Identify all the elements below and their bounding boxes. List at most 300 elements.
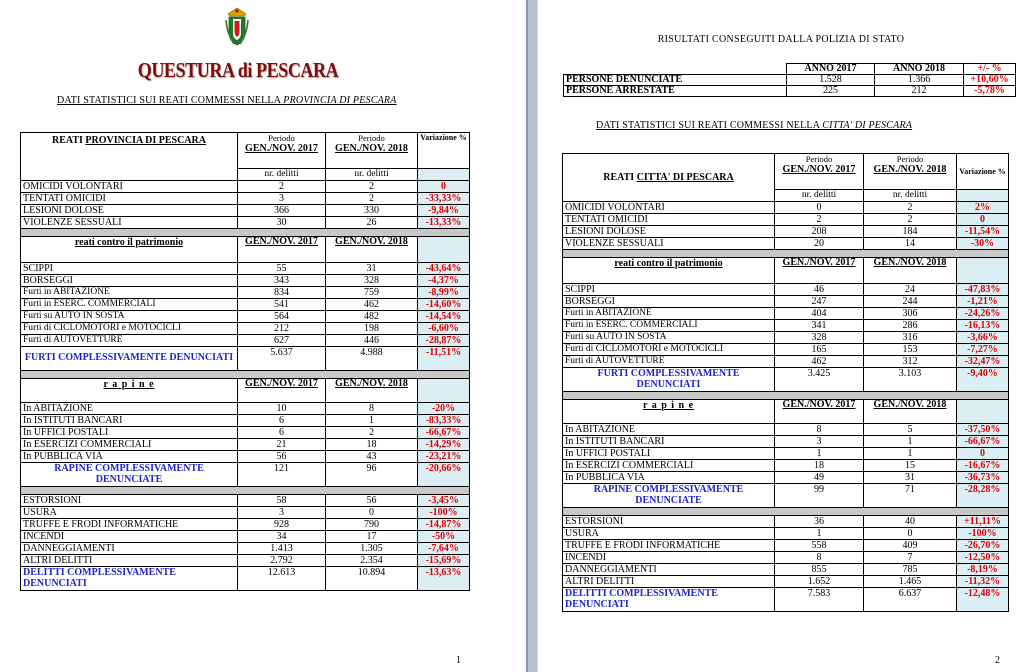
variation-value: -1,21% bbox=[957, 296, 1009, 308]
unit-label: nr. delitti bbox=[775, 190, 864, 202]
row-label: DANNEGGIAMENTI bbox=[563, 564, 775, 576]
variation-value: 0 bbox=[957, 214, 1009, 226]
value-2018: 198 bbox=[326, 323, 418, 335]
unit-label: nr. delitti bbox=[864, 190, 957, 202]
value-2018: 153 bbox=[864, 344, 957, 356]
value-2017: 0 bbox=[775, 202, 864, 214]
table-row bbox=[563, 552, 1009, 564]
variation-value: -8,99% bbox=[418, 287, 470, 299]
value-2017: 558 bbox=[775, 540, 864, 552]
value-2018: 1 bbox=[864, 448, 957, 460]
value-2017: 541 bbox=[238, 299, 326, 311]
value-2017: 20 bbox=[775, 238, 864, 250]
value-2017: 58 bbox=[238, 495, 326, 507]
value-2017: 1 bbox=[775, 528, 864, 540]
variation-value: -12,50% bbox=[957, 552, 1009, 564]
total-2018: 10.894 bbox=[326, 567, 418, 591]
table-row bbox=[563, 528, 1009, 540]
value-2018: 2 bbox=[326, 193, 418, 205]
variation-value: -32,47% bbox=[957, 356, 1009, 368]
value-2017: 6 bbox=[238, 415, 326, 427]
total-2017: 5.637 bbox=[238, 347, 326, 371]
variation-value: +11,11% bbox=[957, 516, 1009, 528]
row-label: ALTRI DELITTI bbox=[563, 576, 775, 588]
value-2018: 1.305 bbox=[326, 543, 418, 555]
value-2018: 790 bbox=[326, 519, 418, 531]
variation-value: -11,54% bbox=[957, 226, 1009, 238]
row-label: SCIPPI bbox=[563, 284, 775, 296]
variation-value: -43,64% bbox=[418, 263, 470, 275]
table-row bbox=[564, 75, 1016, 86]
value-2018: 15 bbox=[864, 460, 957, 472]
value-2017: 1.652 bbox=[775, 576, 864, 588]
table-row bbox=[21, 311, 470, 323]
page-title: QUESTURA di PESCARA bbox=[137, 58, 339, 82]
table-row bbox=[563, 448, 1009, 460]
table-row bbox=[21, 217, 470, 229]
value-2018: 2 bbox=[864, 202, 957, 214]
table-row bbox=[563, 344, 1009, 356]
value-2018: 26 bbox=[326, 217, 418, 229]
row-label: VIOLENZE SESSUALI bbox=[563, 238, 775, 250]
value-2017: 462 bbox=[775, 356, 864, 368]
results-title: RISULTATI CONSEGUITI DALLA POLIZIA DI STATO bbox=[657, 34, 905, 45]
variation-value: -9,84% bbox=[418, 205, 470, 217]
variation-value: -30% bbox=[957, 238, 1009, 250]
table-row bbox=[21, 323, 470, 335]
table-header-reati: REATI CITTA' DI PESCARA bbox=[563, 154, 775, 202]
page-divider bbox=[526, 0, 538, 672]
row-label: BORSEGGI bbox=[21, 275, 238, 287]
table-row bbox=[21, 507, 470, 519]
column-header-2017: GEN./NOV. 2017 bbox=[238, 237, 326, 263]
column-header-2017: GEN./NOV. 2017 bbox=[238, 379, 326, 403]
value-2018: 2 bbox=[326, 427, 418, 439]
summary-col-2017: ANNO 2017 bbox=[787, 64, 875, 75]
table-row bbox=[21, 263, 470, 275]
value-2018: 7 bbox=[864, 552, 957, 564]
variation-cell bbox=[418, 169, 470, 181]
total-variation: -13,63% bbox=[418, 567, 470, 591]
variation-value: -3,45% bbox=[418, 495, 470, 507]
variation-value: -14,29% bbox=[418, 439, 470, 451]
table-row bbox=[563, 424, 1009, 436]
section-title-patrimonio: reati contro il patrimonio bbox=[563, 258, 775, 284]
row-label: TRUFFE E FRODI INFORMATICHE bbox=[21, 519, 238, 531]
variation-cell bbox=[418, 237, 470, 263]
table-row bbox=[21, 555, 470, 567]
unit-label: nr. delitti bbox=[326, 169, 418, 181]
value-2017: 8 bbox=[775, 552, 864, 564]
value-2017: 855 bbox=[775, 564, 864, 576]
variation-value: +10,60% bbox=[964, 75, 1016, 86]
row-label: Furti di AUTOVETTURE bbox=[21, 335, 238, 347]
row-label: In UFFICI POSTALI bbox=[21, 427, 238, 439]
value-2017: 55 bbox=[238, 263, 326, 275]
variation-value: 2% bbox=[957, 202, 1009, 214]
value-2018: 31 bbox=[864, 472, 957, 484]
value-2017: 36 bbox=[775, 516, 864, 528]
table-row bbox=[563, 284, 1009, 296]
variation-cell bbox=[957, 400, 1009, 424]
value-2017: 21 bbox=[238, 439, 326, 451]
table-row bbox=[21, 543, 470, 555]
value-2018: 409 bbox=[864, 540, 957, 552]
row-label: In ESERCIZI COMMERCIALI bbox=[21, 439, 238, 451]
variation-header: Variazione % bbox=[418, 133, 470, 169]
value-2017: 343 bbox=[238, 275, 326, 287]
value-2018: 212 bbox=[875, 86, 964, 97]
total-row bbox=[21, 347, 470, 371]
row-label: TENTATI OMICIDI bbox=[21, 193, 238, 205]
total-label: DELITTI COMPLESSIVAMENTE DENUNCIATI bbox=[21, 567, 238, 591]
value-2017: 3 bbox=[775, 436, 864, 448]
page-number: 1 bbox=[456, 655, 461, 666]
table-row bbox=[21, 427, 470, 439]
variation-value: -47,83% bbox=[957, 284, 1009, 296]
variation-value: -36,73% bbox=[957, 472, 1009, 484]
table-row bbox=[21, 335, 470, 347]
value-2018: 286 bbox=[864, 320, 957, 332]
value-2018: 306 bbox=[864, 308, 957, 320]
document-page-2 bbox=[538, 0, 1024, 672]
table-row bbox=[563, 202, 1009, 214]
value-2018: 330 bbox=[326, 205, 418, 217]
table-row bbox=[563, 460, 1009, 472]
variation-value: -33,33% bbox=[418, 193, 470, 205]
value-2017: 3 bbox=[238, 193, 326, 205]
table-row bbox=[563, 436, 1009, 448]
value-2018: 1.465 bbox=[864, 576, 957, 588]
table-row bbox=[563, 540, 1009, 552]
total-2018: 4.988 bbox=[326, 347, 418, 371]
row-label: In ABITAZIONE bbox=[21, 403, 238, 415]
row-label: PERSONE DENUNCIATE bbox=[564, 75, 787, 86]
police-crest-icon bbox=[224, 6, 250, 48]
table-row bbox=[21, 495, 470, 507]
variation-cell bbox=[418, 379, 470, 403]
total-2018: 3.103 bbox=[864, 368, 957, 392]
total-row bbox=[21, 567, 470, 591]
row-label: LESIONI DOLOSE bbox=[563, 226, 775, 238]
variation-value: -66,67% bbox=[957, 436, 1009, 448]
row-label: OMICIDI VOLONTARI bbox=[563, 202, 775, 214]
table-row bbox=[21, 519, 470, 531]
value-2017: 56 bbox=[238, 451, 326, 463]
value-2018: 316 bbox=[864, 332, 957, 344]
table-row bbox=[563, 332, 1009, 344]
value-2018: 56 bbox=[326, 495, 418, 507]
table-row bbox=[563, 308, 1009, 320]
table-row bbox=[563, 226, 1009, 238]
row-label: In ISTITUTI BANCARI bbox=[563, 436, 775, 448]
total-variation: -20,66% bbox=[418, 463, 470, 487]
value-2017: 8 bbox=[775, 424, 864, 436]
page-number: 2 bbox=[995, 655, 1000, 666]
variation-value: -8,19% bbox=[957, 564, 1009, 576]
row-label: BORSEGGI bbox=[563, 296, 775, 308]
total-label: FURTI COMPLESSIVAMENTE DENUNCIATI bbox=[563, 368, 775, 392]
table-row bbox=[21, 205, 470, 217]
value-2017: 3 bbox=[238, 507, 326, 519]
section-title-rapine: r a p i n e bbox=[563, 400, 775, 424]
table-row bbox=[563, 320, 1009, 332]
value-2017: 2.792 bbox=[238, 555, 326, 567]
column-header-2017: GEN./NOV. 2017 bbox=[775, 400, 864, 424]
variation-value: -66,67% bbox=[418, 427, 470, 439]
total-row bbox=[563, 368, 1009, 392]
row-label: TRUFFE E FRODI INFORMATICHE bbox=[563, 540, 775, 552]
value-2018: 43 bbox=[326, 451, 418, 463]
variation-value: -24,26% bbox=[957, 308, 1009, 320]
variation-cell bbox=[957, 258, 1009, 284]
value-2017: 49 bbox=[775, 472, 864, 484]
value-2018: 462 bbox=[326, 299, 418, 311]
total-2017: 12.613 bbox=[238, 567, 326, 591]
variation-value: -26,70% bbox=[957, 540, 1009, 552]
value-2017: 834 bbox=[238, 287, 326, 299]
variation-value: -7,64% bbox=[418, 543, 470, 555]
row-label: INCENDI bbox=[563, 552, 775, 564]
variation-value: -7,27% bbox=[957, 344, 1009, 356]
value-2017: 2 bbox=[238, 181, 326, 193]
variation-value: -100% bbox=[418, 507, 470, 519]
variation-value: -28,87% bbox=[418, 335, 470, 347]
value-2018: 40 bbox=[864, 516, 957, 528]
variation-value: -83,33% bbox=[418, 415, 470, 427]
value-2017: 564 bbox=[238, 311, 326, 323]
value-2017: 1 bbox=[775, 448, 864, 460]
table-row bbox=[21, 299, 470, 311]
total-variation: -12,48% bbox=[957, 588, 1009, 612]
table-row bbox=[564, 86, 1016, 97]
value-2017: 341 bbox=[775, 320, 864, 332]
table-row bbox=[21, 181, 470, 193]
variation-value: -3,66% bbox=[957, 332, 1009, 344]
variation-value: -16,67% bbox=[957, 460, 1009, 472]
column-header-2018: GEN./NOV. 2018 bbox=[864, 258, 957, 284]
row-label: Furti in ABITAZIONE bbox=[21, 287, 238, 299]
table-row bbox=[563, 516, 1009, 528]
section-title-rapine: r a p i n e bbox=[21, 379, 238, 403]
table-row bbox=[21, 275, 470, 287]
value-2018: 14 bbox=[864, 238, 957, 250]
row-label: SCIPPI bbox=[21, 263, 238, 275]
value-2017: 34 bbox=[238, 531, 326, 543]
value-2018: 24 bbox=[864, 284, 957, 296]
total-2018: 71 bbox=[864, 484, 957, 508]
value-2018: 785 bbox=[864, 564, 957, 576]
value-2017: 30 bbox=[238, 217, 326, 229]
summary-col-2018: ANNO 2018 bbox=[875, 64, 964, 75]
unit-label: nr. delitti bbox=[238, 169, 326, 181]
table-row bbox=[563, 564, 1009, 576]
value-2018: 2 bbox=[864, 214, 957, 226]
value-2018: 312 bbox=[864, 356, 957, 368]
row-label: In ESERCIZI COMMERCIALI bbox=[563, 460, 775, 472]
total-2018: 96 bbox=[326, 463, 418, 487]
variation-value: -50% bbox=[418, 531, 470, 543]
variation-value: -23,21% bbox=[418, 451, 470, 463]
period-header-2017: Periodo GEN./NOV. 2017 bbox=[775, 154, 864, 190]
table-row bbox=[21, 287, 470, 299]
variation-value: -4,37% bbox=[418, 275, 470, 287]
value-2018: 8 bbox=[326, 403, 418, 415]
table-row bbox=[21, 451, 470, 463]
row-label: In ISTITUTI BANCARI bbox=[21, 415, 238, 427]
variation-value: -14,60% bbox=[418, 299, 470, 311]
value-2017: 328 bbox=[775, 332, 864, 344]
total-label: FURTI COMPLESSIVAMENTE DENUNCIATI bbox=[21, 347, 238, 371]
total-label: RAPINE COMPLESSIVAMENTE DENUNCIATE bbox=[21, 463, 238, 487]
value-2017: 10 bbox=[238, 403, 326, 415]
row-label: Furti su AUTO IN SOSTA bbox=[21, 311, 238, 323]
total-label: DELITTI COMPLESSIVAMENTE DENUNCIATI bbox=[563, 588, 775, 612]
total-variation: -11,51% bbox=[418, 347, 470, 371]
row-label: USURA bbox=[21, 507, 238, 519]
value-2018: 31 bbox=[326, 263, 418, 275]
column-header-2018: GEN./NOV. 2018 bbox=[326, 379, 418, 403]
total-2018: 6.637 bbox=[864, 588, 957, 612]
table-row bbox=[21, 193, 470, 205]
value-2018: 0 bbox=[326, 507, 418, 519]
value-2018: 446 bbox=[326, 335, 418, 347]
total-2017: 121 bbox=[238, 463, 326, 487]
row-label: VIOLENZE SESSUALI bbox=[21, 217, 238, 229]
row-label: ALTRI DELITTI bbox=[21, 555, 238, 567]
variation-value: -20% bbox=[418, 403, 470, 415]
total-label: RAPINE COMPLESSIVAMENTE DENUNCIATE bbox=[563, 484, 775, 508]
value-2017: 18 bbox=[775, 460, 864, 472]
value-2017: 928 bbox=[238, 519, 326, 531]
value-2017: 225 bbox=[787, 86, 875, 97]
variation-value: 0 bbox=[957, 448, 1009, 460]
variation-value: -100% bbox=[957, 528, 1009, 540]
variation-value: -16,13% bbox=[957, 320, 1009, 332]
value-2017: 1.528 bbox=[787, 75, 875, 86]
total-2017: 3.425 bbox=[775, 368, 864, 392]
variation-header: Variazione % bbox=[957, 154, 1009, 190]
results-summary-table bbox=[563, 63, 1016, 97]
variation-value: -14,87% bbox=[418, 519, 470, 531]
variation-value: -13,33% bbox=[418, 217, 470, 229]
table-row bbox=[563, 576, 1009, 588]
value-2017: 208 bbox=[775, 226, 864, 238]
total-variation: -28,28% bbox=[957, 484, 1009, 508]
value-2017: 1.413 bbox=[238, 543, 326, 555]
row-label: PERSONE ARRESTATE bbox=[564, 86, 787, 97]
value-2018: 2.354 bbox=[326, 555, 418, 567]
row-label: Furti in ESERC. COMMERCIALI bbox=[21, 299, 238, 311]
period-header-2017: Periodo GEN./NOV. 2017 bbox=[238, 133, 326, 169]
value-2018: 18 bbox=[326, 439, 418, 451]
row-label: In PUBBLICA VIA bbox=[21, 451, 238, 463]
value-2018: 482 bbox=[326, 311, 418, 323]
variation-value: -11,32% bbox=[957, 576, 1009, 588]
row-label: ESTORSIONI bbox=[21, 495, 238, 507]
value-2018: 1.366 bbox=[875, 75, 964, 86]
table-row bbox=[21, 531, 470, 543]
variation-value: -14,54% bbox=[418, 311, 470, 323]
table-row bbox=[21, 415, 470, 427]
total-row bbox=[563, 588, 1009, 612]
value-2017: 247 bbox=[775, 296, 864, 308]
row-label: LESIONI DOLOSE bbox=[21, 205, 238, 217]
period-header-2018: Periodo GEN./NOV. 2018 bbox=[864, 154, 957, 190]
total-2017: 99 bbox=[775, 484, 864, 508]
table-row bbox=[563, 472, 1009, 484]
value-2017: 404 bbox=[775, 308, 864, 320]
variation-cell bbox=[957, 190, 1009, 202]
variation-value: -5,78% bbox=[964, 86, 1016, 97]
city-subtitle: DATI STATISTICI SUI REATI COMMESSI NELLA CITTA' DI PESCARA bbox=[596, 120, 913, 131]
table-row bbox=[563, 356, 1009, 368]
row-label: DANNEGGIAMENTI bbox=[21, 543, 238, 555]
province-crime-table bbox=[20, 132, 470, 591]
value-2017: 46 bbox=[775, 284, 864, 296]
variation-value: -6,60% bbox=[418, 323, 470, 335]
column-header-2018: GEN./NOV. 2018 bbox=[864, 400, 957, 424]
value-2017: 2 bbox=[775, 214, 864, 226]
variation-value: -37,50% bbox=[957, 424, 1009, 436]
row-label: Furti in ESERC. COMMERCIALI bbox=[563, 320, 775, 332]
value-2018: 244 bbox=[864, 296, 957, 308]
value-2018: 1 bbox=[864, 436, 957, 448]
value-2017: 6 bbox=[238, 427, 326, 439]
row-label: Furti di CICLOMOTORI e MOTOCICLI bbox=[563, 344, 775, 356]
table-row bbox=[21, 439, 470, 451]
value-2018: 328 bbox=[326, 275, 418, 287]
table-header-reati: REATI PROVINCIA DI PESCARA bbox=[21, 133, 238, 181]
row-label: USURA bbox=[563, 528, 775, 540]
row-label: Furti su AUTO IN SOSTA bbox=[563, 332, 775, 344]
variation-value: -15,69% bbox=[418, 555, 470, 567]
value-2018: 1 bbox=[326, 415, 418, 427]
value-2018: 759 bbox=[326, 287, 418, 299]
row-label: Furti di AUTOVETTURE bbox=[563, 356, 775, 368]
variation-value: 0 bbox=[418, 181, 470, 193]
period-header-2018: Periodo GEN./NOV. 2018 bbox=[326, 133, 418, 169]
row-label: In ABITAZIONE bbox=[563, 424, 775, 436]
value-2018: 2 bbox=[326, 181, 418, 193]
table-row bbox=[21, 403, 470, 415]
column-header-2018: GEN./NOV. 2018 bbox=[326, 237, 418, 263]
value-2017: 212 bbox=[238, 323, 326, 335]
value-2017: 165 bbox=[775, 344, 864, 356]
total-2017: 7.583 bbox=[775, 588, 864, 612]
row-label: ESTORSIONI bbox=[563, 516, 775, 528]
row-label: INCENDI bbox=[21, 531, 238, 543]
column-header-2017: GEN./NOV. 2017 bbox=[775, 258, 864, 284]
value-2018: 0 bbox=[864, 528, 957, 540]
city-crime-table bbox=[562, 153, 1009, 612]
table-row bbox=[563, 296, 1009, 308]
summary-col-variation: +/- % bbox=[964, 64, 1016, 75]
row-label: OMICIDI VOLONTARI bbox=[21, 181, 238, 193]
table-row bbox=[563, 238, 1009, 250]
row-label: Furti di CICLOMOTORI e MOTOCICLI bbox=[21, 323, 238, 335]
total-row bbox=[563, 484, 1009, 508]
table-row bbox=[563, 214, 1009, 226]
value-2017: 366 bbox=[238, 205, 326, 217]
row-label: TENTATI OMICIDI bbox=[563, 214, 775, 226]
row-label: Furti in ABITAZIONE bbox=[563, 308, 775, 320]
value-2018: 17 bbox=[326, 531, 418, 543]
value-2017: 627 bbox=[238, 335, 326, 347]
total-row bbox=[21, 463, 470, 487]
value-2018: 184 bbox=[864, 226, 957, 238]
value-2018: 5 bbox=[864, 424, 957, 436]
